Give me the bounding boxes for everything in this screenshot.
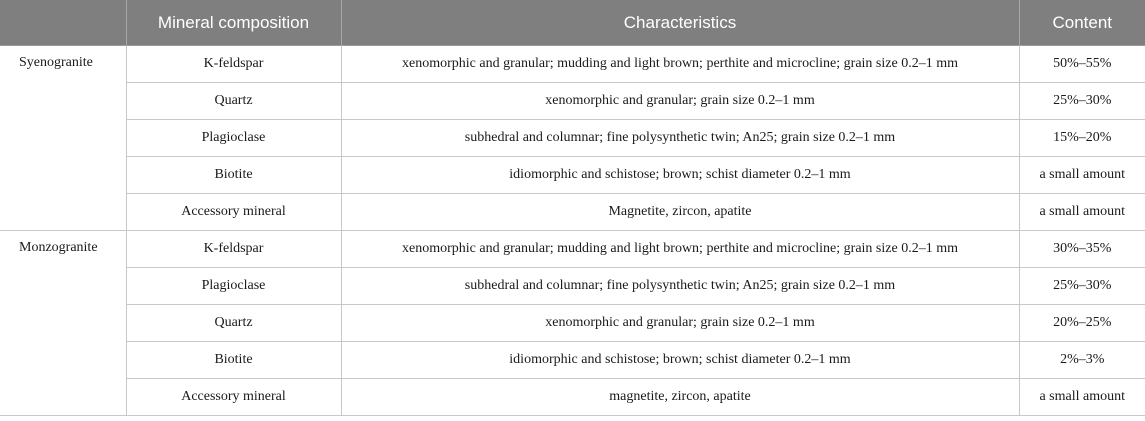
table-row bbox=[0, 379, 1145, 416]
rock-type-cell: Syenogranite bbox=[0, 46, 126, 231]
table-row bbox=[0, 157, 1145, 194]
header-characteristics: Characteristics bbox=[341, 0, 1019, 46]
characteristics-cell: xenomorphic and granular; mudding and light brown; perthite and microcline; grain size 0.2–1 mm bbox=[341, 46, 1019, 83]
characteristics-cell: xenomorphic and granular; grain size 0.2–1 mm bbox=[341, 305, 1019, 342]
content-cell: 30%–35% bbox=[1019, 231, 1145, 268]
mineral-cell: K-feldspar bbox=[126, 231, 341, 268]
content-cell: 2%–3% bbox=[1019, 342, 1145, 379]
mineral-cell: Accessory mineral bbox=[126, 379, 341, 416]
characteristics-cell: Magnetite, zircon, apatite bbox=[341, 194, 1019, 231]
content-cell: a small amount bbox=[1019, 194, 1145, 231]
content-cell: a small amount bbox=[1019, 157, 1145, 194]
characteristics-cell: xenomorphic and granular; mudding and light brown; perthite and microcline; grain size 0.2–1 mm bbox=[341, 231, 1019, 268]
content-cell: 25%–30% bbox=[1019, 83, 1145, 120]
content-cell: 20%–25% bbox=[1019, 305, 1145, 342]
header-content: Content bbox=[1019, 0, 1145, 46]
mineral-cell: Quartz bbox=[126, 83, 341, 120]
header-row bbox=[0, 0, 1145, 46]
characteristics-cell: xenomorphic and granular; grain size 0.2–1 mm bbox=[341, 83, 1019, 120]
characteristics-cell: magnetite, zircon, apatite bbox=[341, 379, 1019, 416]
table-row bbox=[0, 83, 1145, 120]
mineral-cell: Biotite bbox=[126, 157, 341, 194]
mineral-cell: K-feldspar bbox=[126, 46, 341, 83]
table-row bbox=[0, 305, 1145, 342]
characteristics-cell: idiomorphic and schistose; brown; schist diameter 0.2–1 mm bbox=[341, 342, 1019, 379]
mineral-cell: Plagioclase bbox=[126, 268, 341, 305]
characteristics-cell: subhedral and columnar; fine polysynthetic twin; An25; grain size 0.2–1 mm bbox=[341, 120, 1019, 157]
mineral-cell: Biotite bbox=[126, 342, 341, 379]
table-row bbox=[0, 194, 1145, 231]
table-row bbox=[0, 342, 1145, 379]
mineral-cell: Accessory mineral bbox=[126, 194, 341, 231]
table-row bbox=[0, 46, 1145, 83]
rock-type-cell: Monzogranite bbox=[0, 231, 126, 416]
mineral-cell: Plagioclase bbox=[126, 120, 341, 157]
table-row bbox=[0, 120, 1145, 157]
table-row bbox=[0, 231, 1145, 268]
table-row bbox=[0, 268, 1145, 305]
content-cell: 50%–55% bbox=[1019, 46, 1145, 83]
mineral-cell: Quartz bbox=[126, 305, 341, 342]
characteristics-cell: subhedral and columnar; fine polysynthetic twin; An25; grain size 0.2–1 mm bbox=[341, 268, 1019, 305]
content-cell: 25%–30% bbox=[1019, 268, 1145, 305]
characteristics-cell: idiomorphic and schistose; brown; schist diameter 0.2–1 mm bbox=[341, 157, 1019, 194]
content-cell: 15%–20% bbox=[1019, 120, 1145, 157]
header-mineral-composition: Mineral composition bbox=[126, 0, 341, 46]
header-rock-type bbox=[0, 0, 126, 46]
content-cell: a small amount bbox=[1019, 379, 1145, 416]
